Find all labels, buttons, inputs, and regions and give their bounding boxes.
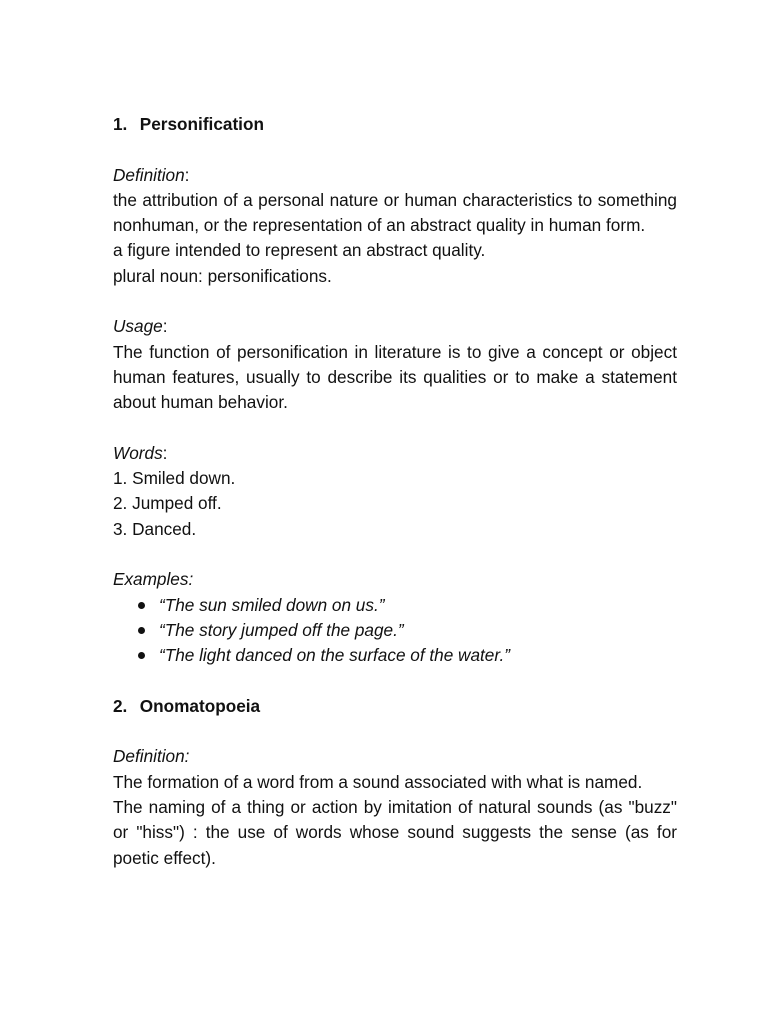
usage-paragraph: The function of personification in literature is to give a concept or object human features, usually to describe its qualities or to make a statement about human behavior. <box>113 341 677 413</box>
section-heading-onomatopoeia <box>113 694 677 719</box>
usage-label: Usage <box>113 316 163 337</box>
word-item: 3. Danced. <box>113 518 197 539</box>
definition-label: Definition: <box>113 746 190 767</box>
section-number: 1. <box>113 114 128 134</box>
words-label-line <box>113 441 677 466</box>
bullet-icon <box>138 627 145 634</box>
definition-line-2: a figure intended to represent an abstract quality. <box>113 240 486 261</box>
definition-paragraph-2: The naming of a thing or action by imitation of natural sounds (as "buzz" or "hiss") : the use of words whose sound suggests the sense (as for poetic effect). <box>113 797 677 868</box>
section-title: Onomatopoeia <box>139 695 261 716</box>
example-item <box>113 643 677 668</box>
definition-line-3: plural noun: personifications. <box>113 265 332 286</box>
definition-label-line <box>113 163 677 188</box>
definition-label: Definition <box>113 164 185 185</box>
words-colon: : <box>162 442 168 463</box>
example-text: “The sun smiled down on us.” <box>159 594 385 615</box>
examples-label: Examples: <box>113 569 194 590</box>
definition-paragraph: The formation of a word from a sound associated with what is named. <box>113 771 643 792</box>
definition-paragraph: the attribution of a personal nature or human characteristics to something nonhuman, or the representation of an abstract quality in human form. <box>113 189 677 236</box>
usage-colon: : <box>162 316 168 337</box>
example-item <box>113 618 677 643</box>
section-title: Personification <box>139 114 264 134</box>
example-item <box>113 593 677 618</box>
definition-colon: : <box>184 164 190 185</box>
bullet-icon <box>138 602 145 609</box>
examples-list <box>113 593 677 669</box>
example-text: “The light danced on the surface of the water.” <box>159 645 510 666</box>
word-item: 2. Jumped off. <box>113 493 222 514</box>
bullet-icon <box>138 652 145 659</box>
section-number: 2. <box>113 695 128 716</box>
example-text: “The story jumped off the page.” <box>159 619 404 640</box>
section-heading-personification <box>113 112 677 137</box>
document-page <box>113 112 677 871</box>
word-item: 1. Smiled down. <box>113 468 236 489</box>
usage-label-line <box>113 314 677 339</box>
words-label: Words <box>113 442 163 463</box>
